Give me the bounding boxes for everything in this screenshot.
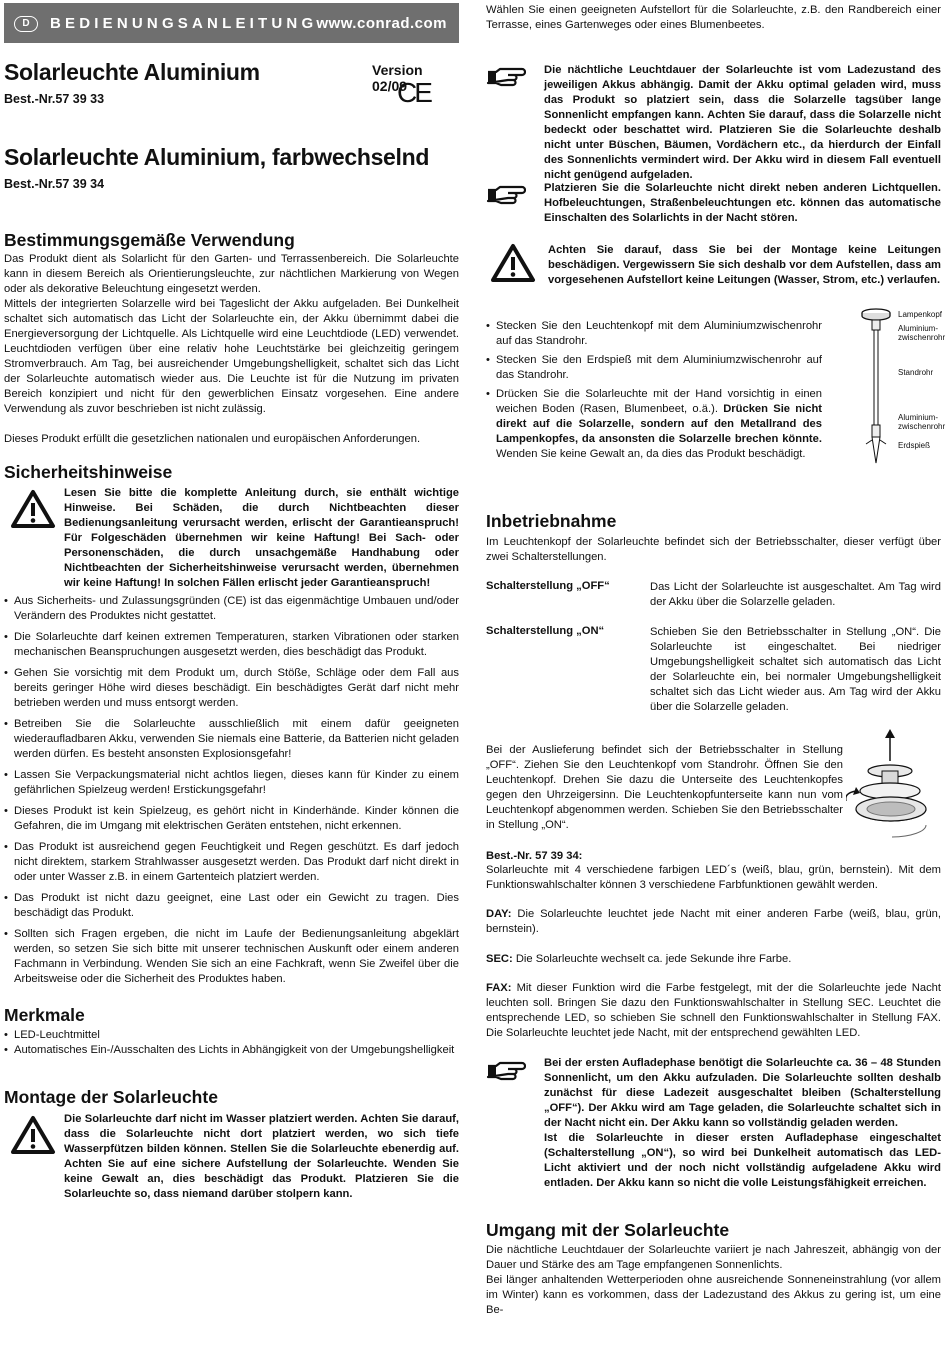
operation-heading: Inbetriebnahme [486, 511, 617, 531]
product2-order-no: Best.-Nr.57 39 34 [4, 177, 105, 191]
safety-heading: Sicherheitshinweise [4, 462, 173, 482]
step3-end: Wenden Sie keine Gewalt an, da dies das Produkt beschädigt. [496, 448, 806, 460]
language-badge: D [14, 16, 38, 32]
charging-note-1: Bei der ersten Aufladephase benötigt die Solarleuchte ca. 36 – 48 Stunden Sonnenlicht, um den Akku aufzuladen. Die Solarleuchte sollten deshalb zunächst für diese Ladezeit ausgeschaltet bleiben (Schalterstellung „OFF“). Der Akku wird am Tage geladen, die Solarleuchte schaltet sich in der Nacht nicht ein. Der Akku kann so vollständig geladen werden. [544, 1057, 941, 1129]
label-zwischenrohr-bottom: Aluminium-zwischenrohr [898, 413, 946, 431]
charging-note-2: Ist die Solarleuchte in dieser ersten Aufladephase eingeschaltet (Schalterstellung „ON“), so wird bei Dunkelheit automatisch das LED-Licht aktiviert und der noch nicht vollständig aufgeladene Akku wird entladen. Der Akku kann so nicht die volle Leistungsfähigkeit erreichen. [544, 1132, 941, 1189]
day-mode [486, 907, 941, 937]
product1-order-no: Best.-Nr.57 39 33 [4, 92, 105, 106]
step3-bold: Drücken Sie nicht direkt auf die Solarzelle, sondern auf den Metallrand des Lampenkopfes, da ansonsten die Solarzelle brechen könnte. [496, 403, 823, 445]
handling-section [486, 1243, 941, 1318]
label-standrohr: Standrohr [898, 368, 934, 377]
ce-mark: CE [397, 77, 430, 108]
header-bar [4, 3, 459, 43]
pointing-hand-icon [486, 1060, 526, 1082]
safety-item: • Das Produkt ist ausreichend gegen Feuchtigkeit und Regen geschützt. Es darf jedoch nicht direktem, starkem Strahlwasser ausgesetzt werden. Das Produkt darf nicht direkt in oder unter Wasser z.B. in einem Gartenteich platziert werden. [4, 840, 459, 885]
warning-triangle-icon [490, 243, 536, 283]
safety-item: • Die Solarleuchte darf keinen extremen Temperaturen, starken Vibrationen oder starken mechanischen Beanspruchungen ausgesetzt werden, dies beschädigt das Produkt. [4, 630, 459, 660]
sec-label: SEC: [486, 953, 513, 965]
switch-off-label: Schalterstellung „OFF“ [486, 580, 610, 592]
day-label: DAY: [486, 908, 512, 920]
fax-text: Mit dieser Funktion wird die Farbe festgelegt, mit der die Solarleuchte jede Nacht leuchten soll. Bringen Sie dazu den Funktionswahlschalter in Stellung SEC. Leuchtet die entsprechende LED, so schieben Sie schnell den Funktionswahlschalter in Stellung FAX. Die Solarleuchte leuchtet jede Nacht, mit der entsprechend gewählten LED. [486, 982, 941, 1039]
usage-heading: Bestimmungsgemäße Verwendung [4, 230, 295, 250]
feature-item: • LED-Leuchtmittel [4, 1028, 459, 1043]
mounting-step [486, 387, 822, 462]
sec-text: Die Solarleuchte wechselt ca. jede Sekunde ihre Farbe. [512, 953, 792, 965]
mounting-step: • Stecken Sie den Leuchtenkopf mit dem Aluminiumzwischenrohr auf das Standrohr. [486, 319, 822, 349]
usage-paragraph-3: Dieses Produkt erfüllt die gesetzlichen nationalen und europäischen Anforderungen. [4, 433, 421, 445]
lamp-head-opening-diagram [846, 729, 941, 847]
pointing-hand-icon [486, 66, 526, 88]
mounting-warning-2: Achten Sie darauf, dass Sie bei der Montage keine Leitungen beschädigen. Vergewissern Sie sich deshalb vor dem Aufstellen, dass am vorgesehenen Aufstellort keine Leitungen (Wasser, Strom, etc.) verlaufen. [548, 244, 941, 286]
safety-warning: Lesen Sie bitte die komplette Anleitung durch, sie enthält wichtige Hinweise. Bei Schäden, die durch Nichtbeachten dieser Bedienungsanleitung verursacht werden, erlischt der Garantieanspruch! Für Folgeschäden übernehmen wir keine Haftung! Bei Sach- oder Personenschäden, die durch unsachgemäße Handhabung oder Nichtbeachten der Sicherheitshinweise verursacht werden, übernehmen wir keine Haftung! In solchen Fällen erlischt jeder Garantieanspruch! [64, 487, 459, 589]
safety-item: • Aus Sicherheits- und Zulassungsgründen (CE) ist das eigenmächtige Umbauen und/oder Verändern des Produktes nicht gestattet. [4, 594, 459, 624]
feature-item: • Automatisches Ein-/Ausschalten des Lichts in Abhängigkeit von der Umgebungshelligkeit [4, 1043, 459, 1058]
mounting-warning: Die Solarleuchte darf nicht im Wasser platziert werden. Achten Sie darauf, dass die Solarleuchte nicht dort platziert werden, wo sich tiefe Wasserpfützen bilden können. Stellen Sie die Solarleuchte ebenerdig auf. Achten Sie auf eine sichere Aufstellung der Solarleuchte. Wenden Sie keine Gewalt an, dies beschädigt das Produkt. Platzieren Sie die Solarleuchte so, dass niemand darüber stolpern kann. [64, 1113, 459, 1200]
mounting-heading: Montage der Solarleuchte [4, 1087, 218, 1107]
operation-delivery: Bei der Auslieferung befindet sich der Betriebsschalter in Stellung „OFF“. Ziehen Sie den Leuchtenkopf vom Standrohr. Öffnen Sie den Leuchtenkopf. Drehen Sie dazu die Unterseite des Leuchtenkopfes gegen den Uhrzeigersinn. Die Leuchtenkopfunterseite kann nun vom Leuchtenkopf abgenommen werden. Schieben Sie den Betriebsschalter in Stellung „ON“. [486, 744, 843, 831]
handling-heading: Umgang mit der Solarleuchte [486, 1220, 730, 1240]
switch-on-text: Schieben Sie den Betriebsschalter in Stellung „ON“. Die Solarleuchte ist eingeschaltet. Bei niedriger Umgebungshelligkeit schaltet sich automatisch das Licht der Solarleuchte ein, bei normaler Umgebungshelligkeit schaltet sich das Licht wieder aus. Am Tag wird der Akku über die Solarzelle geladen. [650, 626, 941, 713]
order-34-text: Solarleuchte mit 4 verschiedene farbigen LED´s (weiß, blau, grün, bernstein). Mit dem Funktionswahlschalter können 3 verschiedene Farbfunktionen gewählt werden. [486, 864, 941, 891]
mounting-note-2: Platzieren Sie die Solarleuchte nicht direkt neben anderen Lichtquellen. Hofbeleuchtungen, Straßenbeleuchtungen etc. können das automatische Einschalten des Solarlichts in der Nacht stören. [544, 182, 941, 224]
fax-label: FAX: [486, 982, 512, 994]
handling-paragraph-2: Bei länger anhaltenden Wetterperioden ohne ausreichende Sonneneinstrahlung (vor allem im Winter) kann es vorkommen, dass der Ladezustand des Akkus zu gering ist, um eine Be- [486, 1274, 941, 1316]
mounting-step: • Stecken Sie den Erdspieß mit dem Aluminiumzwischenrohr auf das Standrohr. [486, 353, 822, 383]
product1-title: Solarleuchte Aluminium [4, 59, 260, 85]
version-label: Version 02/09 [372, 62, 423, 94]
sec-mode [486, 952, 941, 967]
label-lampenkopf: Lampenkopf [898, 310, 943, 319]
safety-item: • Sollten sich Fragen ergeben, die nicht im Laufe der Bedienungsanleitung abgeklärt werden, so setzen Sie sich bitte mit unserer technischen Auskunft oder einem anderen Fachmann in Verbindung. Wenden Sie sich an eine Fachkraft, wenn Sie Zweifel über die Arbeitsweise oder die Sicherheit des Produktes haben. [4, 927, 459, 987]
pointing-hand-icon [486, 184, 526, 206]
safety-item: • Lassen Sie Verpackungsmaterial nicht achtlos liegen, dieses kann für Kinder zu einem gefährlichen Spielzeug werden! Erstickungsgefahr! [4, 768, 459, 798]
usage-paragraph-2: Mittels der integrierten Solarzelle wird bei Tageslicht der Akku aufgeladen. Bei Dunkelheit schaltet sich automatisch das Licht der Solarleuchte ein, der Akku übernimmt dabei die Energieversorgung der Lichtquelle. Als Lichtquelle wird eine Leuchtdiode (LED) verwendet. Leuchtdioden verfügen über eine relativ hohe Leuchtstärke bei gleichzeitig geringem Stromverbrauch. Am Tag, bei ausreichender Umgebungshelligkeit, schaltet sich das Licht der Solarleuchte automatisch wieder aus. Die Leuchte ist für die Nutzung im privaten Bereich konzipiert und nicht für den gewerblichen Einsatz vorgesehen. Eine andere Verwendung als zuvor beschrieben ist nicht zulässig. [4, 298, 459, 415]
warning-triangle-icon [10, 489, 56, 529]
header-url: www.conrad.com [316, 15, 447, 32]
safety-item: • Betreiben Sie die Solarleuchte ausschließlich mit einem dafür geeigneten wiederaufladbaren Akku, verwenden Sie niemals eine Batterie, da Batterien nicht geladen werden dürfen. Es besteht ansonsten Explosionsgefahr! [4, 717, 459, 762]
day-text: Die Solarleuchte leuchtet jede Nacht mit einer anderen Farbe (weiß, blau, grün, bernstein). [486, 908, 941, 935]
charging-note [544, 1056, 941, 1191]
features-heading: Merkmale [4, 1005, 85, 1025]
safety-item: • Gehen Sie vorsichtig mit dem Produkt um, durch Stöße, Schläge oder dem Fall aus bereits geringer Höhe wird dieses beschädigt. Ein beschädigtes Gerät darf nicht mehr betrieben werden und muss entsorgt werden. [4, 666, 459, 711]
header-title: BEDIENUNGSANLEITUNG [50, 15, 318, 32]
label-zwischenrohr-top: Aluminium-zwischenrohr [898, 324, 946, 342]
step3-plain: Drücken Sie die Solarleuchte mit der Hand vorsichtig in einen weichen Boden (Rasen, Blumenbeet, o.ä.). [496, 388, 822, 415]
safety-list [4, 594, 459, 987]
safety-item: • Das Produkt ist nicht dazu geeignet, eine Last oder ein Gewicht zu tragen. Dies beschädigt das Produkt. [4, 891, 459, 921]
mounting-note-1: Die nächtliche Leuchtdauer der Solarleuchte ist vom Ladezustand des jeweiligen Akkus abhängig. Damit der Akku optimal geladen wird, muss das Produkt so platziert sein, dass die Solarzelle tagsüber lange Sonnenlicht empfangen kann. Achten Sie darauf, dass die Solarzelle nicht bedeckt oder beschattet wird. Platzieren Sie die Solarleuchte deshalb nicht unter Büschen, Bäumen, Vordächern etc., da hierdurch der Einfall des Sonnenlichts vermindert wird. Der Akku wird in diesem Fall eventuell nicht genügend aufgeladen. [544, 64, 941, 181]
label-erdspiess: Erdspieß [898, 441, 931, 450]
fax-mode [486, 981, 941, 1041]
features-list [4, 1028, 459, 1058]
safety-item: • Dieses Produkt ist kein Spielzeug, es gehört nicht in Kinderhände. Kinder können die Gefahren, die im Umgang mit elektrischen Geräten entstehen, nicht erkennen. [4, 804, 459, 834]
product2-title: Solarleuchte Aluminium, farbwechselnd [4, 144, 430, 170]
mounting-continued: Wählen Sie einen geeigneten Aufstellort für die Solarleuchte, z.B. den Randbereich einer Terrasse, eines Gartenweges oder eines Blumenbeetes. [486, 4, 941, 31]
lamp-assembly-diagram [858, 307, 898, 469]
usage-paragraph-1: Das Produkt dient als Solarlicht für den Garten- und Terrassenbereich. Die Solarleuchte kann in diesem Bereich als Orientierungsleuchte, zur nächtlichen Markierung von Wegen oder als dekorative Beleuchtung eingesetzt werden. [4, 253, 459, 295]
handling-paragraph-1: Die nächtliche Leuchtdauer der Solarleuchte variiert je nach Jahreszeit, abhängig von der Dauer und Stärke des am Tage empfangenen Sonnenlichts. [486, 1244, 941, 1271]
mounting-steps [486, 319, 822, 462]
operation-intro: Im Leuchtenkopf der Solarleuchte befindet sich der Betriebsschalter, dieser verfügt über zwei Schalterstellungen. [486, 536, 941, 563]
order-34-heading: Best.-Nr. 57 39 34: [486, 850, 583, 862]
warning-triangle-icon [10, 1115, 56, 1155]
switch-on-label: Schalterstellung „ON“ [486, 625, 605, 637]
usage-section [4, 252, 459, 417]
switch-off-text: Das Licht der Solarleuchte ist ausgeschaltet. Am Tag wird der Akku über die Solarzelle geladen. [650, 581, 941, 608]
